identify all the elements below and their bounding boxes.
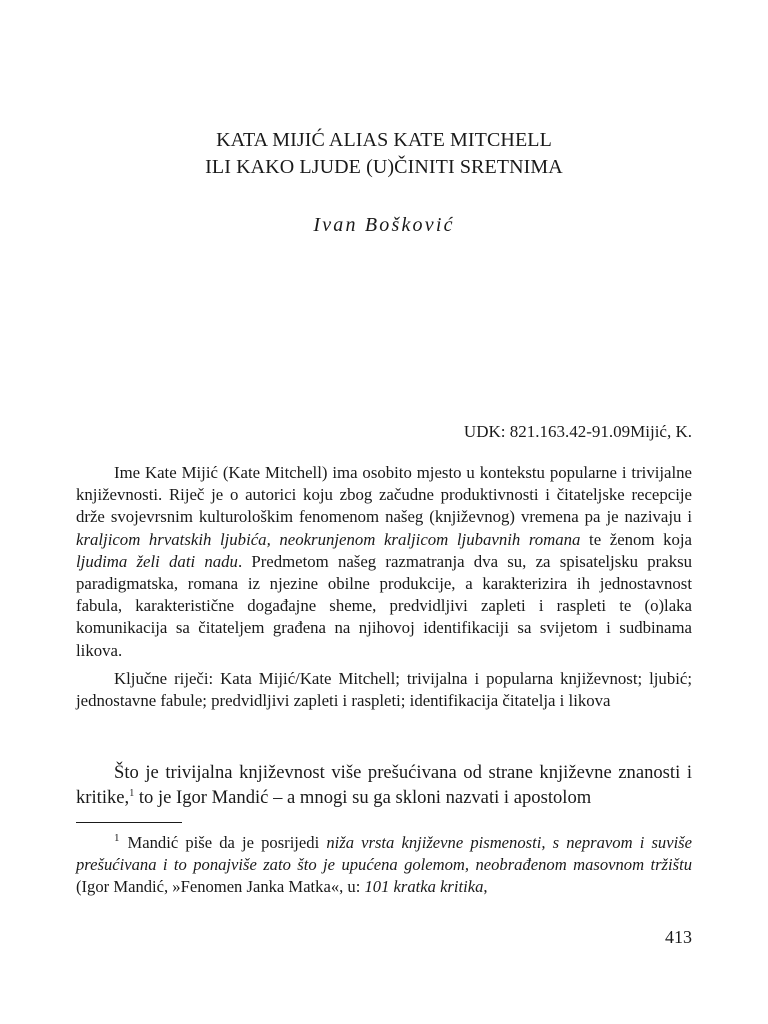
abstract-text-2: te ženom koja [580,529,692,549]
page-number: 413 [665,927,692,947]
footnote-paragraph [76,832,692,898]
footnote-italic-1: niža vrsta književne pismenosti, s nepravom i suviše prešućivana i to ponajviše zato što je upućena golemom, neobrađenom masovnom tržištu [76,833,692,874]
footnote-text-3: , [483,877,488,896]
udk-classification: UDK: 821.163.42-91.09Mijić, K. [463,422,692,441]
body-text-1: Što je trivijalna književnost više prešućivana od strane književne znanosti i kritike, [76,762,692,808]
footnote-text-1: Mandić piše da je posrijedi [127,833,327,852]
keywords [76,668,692,712]
body-paragraph [76,760,692,810]
abstract-paragraph [76,462,692,662]
footnote-divider [76,822,182,823]
abstract-text-3: . Predmetom našeg razmatranja dva su, za spisateljsku praksu paradigmatska, romana iz njezine obilne produkcije, a karakterizira ih jednostavnost fabula, karakteristične događajne sheme, predvidljivi zapleti i raspleti te (o)laka komunikacija sa čitateljem građena na njihovoj identifikaciji sa svijetom i sudbinama likova. [76,551,692,660]
author-name: Ivan Bošković [313,214,455,236]
title-line-2: ILI KAKO LJUDE (U)ČINITI SRETNIMA [205,156,563,178]
footnote-reference[interactable]: 1 [129,787,135,799]
abstract-text-1: Ime Kate Mijić (Kate Mitchell) ima osobito mjesto u kontekstu popularne i trivijalne književnosti. Riječ je o autorici koju zbog začudne produktivnosti i čitateljske recepcije drže svojevrsnim kulturološkim fenomenom našeg (književnog) vremena pa je nazivaju i [76,463,692,527]
document-page [76,0,692,1024]
article-title [76,127,692,181]
footnote-number: 1 [114,832,120,845]
title-line-1: KATA MIJIĆ ALIAS KATE MITCHELL [216,129,552,151]
body-text [76,760,692,810]
abstract-italic-2: ljudima želi dati nadu [76,551,238,571]
keywords-paragraph: Ključne riječi: Kata Mijić/Kate Mitchell; trivijalna i popularna književnost; ljubić; jednostavne fabule; predvidljivi zapleti i raspleti; identifikacija čitatelja i likova [76,669,692,711]
abstract [76,462,692,662]
footnote [76,832,692,898]
footnote-italic-2: 101 kratka kritika [364,877,484,896]
footnote-text-2: (Igor Mandić, »Fenomen Janka Matka«, u: [76,877,365,896]
body-text-2: to je Igor Mandić – a mnogi su ga skloni nazvati i apostolom [134,787,592,808]
abstract-italic-1: kraljicom hrvatskih ljubića, neokrunjenom kraljicom ljubavnih romana [76,529,581,549]
